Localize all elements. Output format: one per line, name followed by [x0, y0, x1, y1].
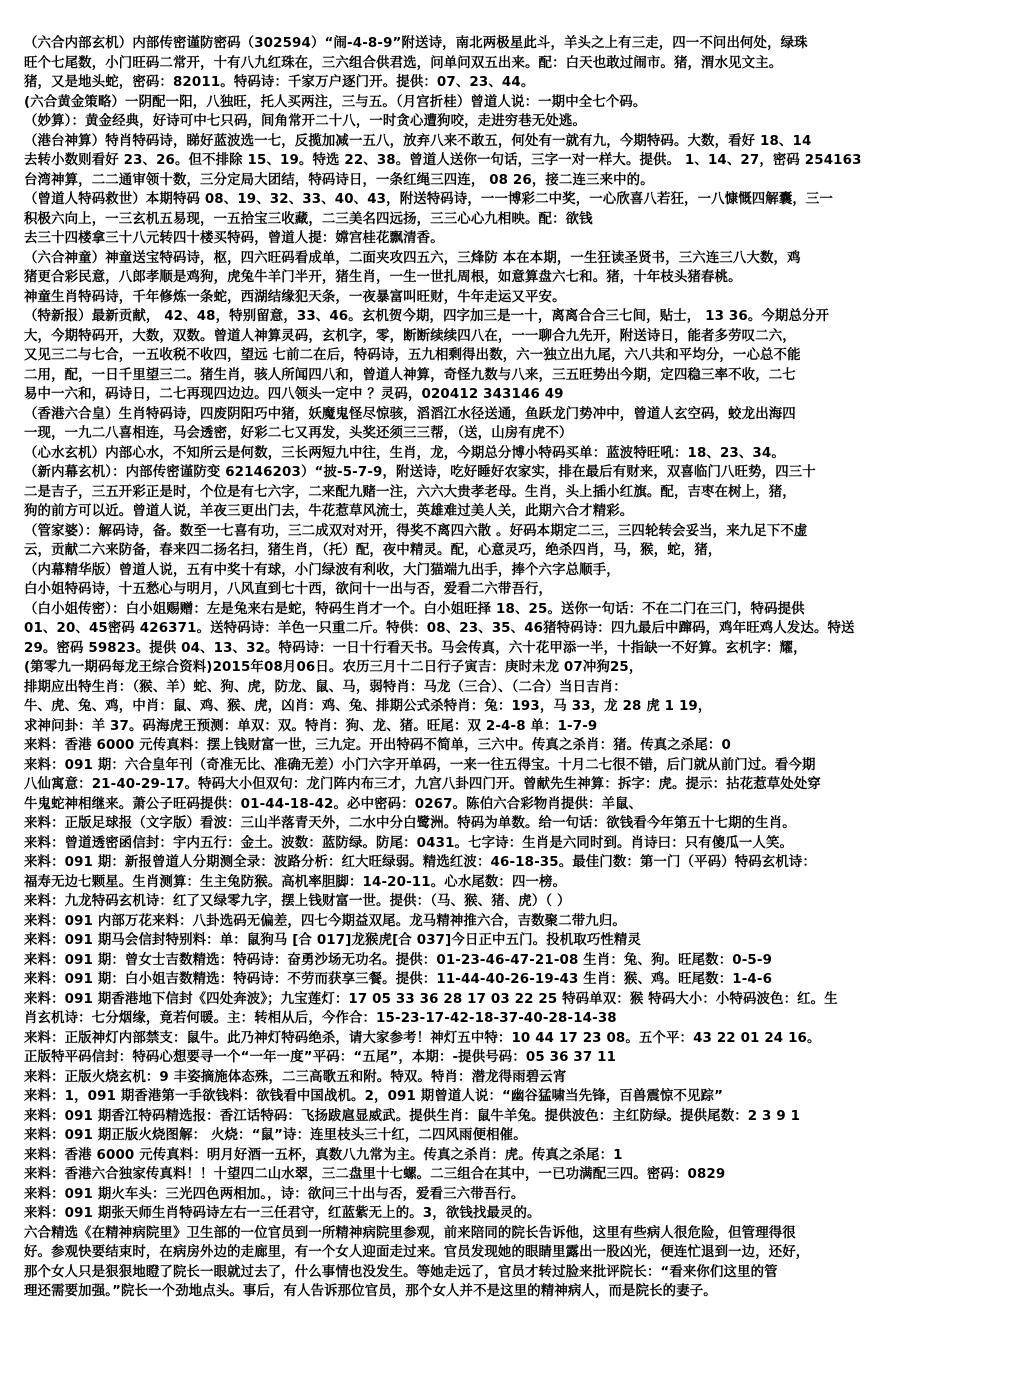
text-line: （心水玄机）内部心水，不知所云是何数，三长两短九中往，生肖，龙，今期总分博小特码买单：蓝波特旺吼：18、23、34。 [24, 445, 785, 461]
text-line: 云，贡献二六来防备，春来四二扬名扫，猪生肖，（托）配，夜中精灵。配，心意灵巧，绝杀四肖，马，猴，蛇，猪， [24, 543, 722, 558]
text-line: 来料：091 期：曾女士吉数精选：特码诗：奋勇沙场无功名。提供：01-23-46-47-21-08 生肖：兔、狗。旺尾数：0-5-9 [24, 952, 773, 968]
text-line: （曾道人特码救世）本期特码 08、19、32、33、40、43，附送特码诗，一一博彩二中奖，一心欣喜八若狂，一八慷慨四解囊，三一 [24, 192, 833, 207]
text-line: 去三十四楼拿三十八元转四十楼买特码，曾道人提：嫦宫桂花飘清香。 [24, 231, 444, 246]
text-line: 八仙寓意：21-40-29-17。特码大小但双句：龙门阵内布三才，九宫八卦四门开。曾献先生神算：拆字：虎。提示：拈花惹草处处穿 [24, 777, 821, 792]
text-line: 来料：091 期张天师生肖特码诗左右一三任君守，红蓝紫无上的。3，欲钱找最灵的。 [24, 1206, 541, 1221]
text-line: 来料：1，091 期香港第一手欲钱料：欲钱看中国战机。2，091 期曾道人说：“幽谷猛啸当先锋，百兽震惊不见踪” [24, 1089, 724, 1104]
text-line: 积极六向上，一三玄机五易现，一五拾宝三收藏，二三美名四远扬，三三心心九相映。配：欲钱 [24, 211, 593, 227]
text-line: (第零九一期码每龙王综合资料)2015年08月06日。农历三月十二日行子寅吉：庚时未龙 07冲狗25， [24, 660, 643, 675]
text-line: 来料：091 内部万花来料：八卦选码无偏差，四七今期益双尾。龙马精神推六合，吉数聚二带九归。 [24, 913, 626, 929]
text-line: 正版特平码信封：特码心想要寻一个“一年一度”平码：“五尾”，本期：-提供号码：05 36 37 11 [24, 1050, 617, 1065]
text-line: 求神问卦：羊 37。码海虎王预测：单双：双。特肖：狗、龙、猪。旺尾：双 2-4-8 单：1-7-9 [24, 718, 598, 734]
text-line: 那个女人只是狠狠地瞪了院长一眼就过去了，什么事情也没发生。等她走远了，官员才转过脸来批评院长：“看来你们这里的管 [24, 1264, 778, 1280]
text-line: 来料：曾道透密函信封：宇内五行：金土。波数：蓝防绿。防尾：0431。七字诗：生肖是六同时到。肖诗曰：只有傻瓜一人笑。 [24, 835, 794, 851]
text-line: 二是吉子，三五开彩正是时，个位是有七六字，二来配九赌一注，六六大贵孝老母。生肖，头上插小红旗。配，吉枣在树上，猪， [24, 484, 796, 500]
text-line: 好。参观快要结束时，在病房外边的走廊里，有一个女人迎面走过来。官员发现她的眼睛里露出一股凶光，便连忙退到一边，还好， [24, 1245, 810, 1260]
text-line: 又见三二与七合，一五收税不收四，望远 七前二在后，特码诗，五九相剩得出数，六一独立出九尾，六八共和平均分，一心总不能 [24, 348, 801, 363]
text-line: （香港六合皇）生肖特码诗，四废阴阳巧中猪，妖魔鬼怪尽惊骇，滔滔江水径送通，鱼跃龙门势冲中，曾道人玄空码，蛟龙出海四 [24, 406, 796, 422]
text-line: （港台神算）特肖特码诗，睇好蓝波选一七，反揽加减一五八，放弃八来不敢五，何处有一就有九，今期特码。大数，看好 18、14 [24, 133, 812, 149]
text-line: 白小姐特码诗，十五愁心与明月，八风直到七十西，欲问十一出与否，爱看二六带吾行， [24, 582, 553, 597]
text-line: （新内幕玄机）：内部传密谨防变 62146203）“披-5-7-9，附送诗，吃好睡好农家实，排在最后有财来，双喜临门八旺势，四三十 [24, 465, 816, 480]
text-line: 来料：091 期香江特码精选报：香江话特码：飞扬跋扈显威武。提供生肖：鼠牛羊兔。提供波色：主红防绿。提供尾数：2 3 9 1 [24, 1108, 801, 1124]
text-line: (六合黄金策略）一阴配一阳，八独旺，托人买两注，三与五。（月宫折桂）曾道人说：一期中全七个码。 [24, 94, 647, 110]
text-line: 来料：091 期：新报曾道人分期测全录：波路分析：红大旺绿弱。精选红波：46-18-35。最佳门数：第一门（平码）特码玄机诗： [24, 855, 816, 870]
text-line: （六合内部玄机）内部传密谨防密码（302594）“闹-4-8-9”附送诗，南北两极星此斗，羊头之上有三走，四一不问出何处，绿珠 [24, 36, 808, 51]
text-line: 理还需要加强。”院长一个劲地点头。事后，有人告诉那位官员，那个女人并不是这里的精神病人，而是院长的妻子。 [24, 1284, 717, 1299]
text-line: 大，今期特码开，大数，双数。曾道人神算灵码，玄机字，零，断断续续四八在，一一聊合九先开，附送诗日，能者多劳叹二六， [24, 328, 796, 344]
text-line: （妙算）：黄金经典，好诗可中七只码，间角常开二十八，一时贪心遭狗咬，走进穷巷无处逃。 [24, 114, 587, 129]
text-line: 来料：香港 6000 元传真料：明月好酒一五杯，真数八九常为主。传真之杀肖：虎。传真之杀尾：1 [24, 1147, 623, 1163]
text-line: 肖玄机诗：七分烟缘，竟若何暖。主：转相从后，今作合：15-23-17-42-18-37-40-28-14-38 [24, 1011, 617, 1026]
text-line: 29。密码 59823。提供 04、13、32。特码诗：一日十行看天书。马会传真，六十花甲添一半，十指缺一不好算。玄机字：耀， [24, 640, 807, 656]
text-line: 牛、虎、兔、鸡，中肖：鼠、鸡、猴、虎，凶肖：鸡、兔、排期公式杀特肖：兔：193，马 33，龙 28 虎 1 19， [24, 699, 712, 714]
text-line: 易中一六和，码诗日，二七再现四边边。四八领头一定中 ？灵码，020412 343146 49 [24, 387, 564, 402]
text-line: 来料：091 期：白小姐吉数精选：特码诗：不劳而获享三餐。提供：11-44-40-26-19-43 生肖：猴、鸡。旺尾数：1-4-6 [24, 972, 773, 987]
text-line: （内幕精华版）曾道人说，五有中奖十有球，小门绿波有利收，大门猫端九出手，捧个六字总顺手， [24, 562, 620, 578]
text-line: 旺个七尾数，小门旺码二常开，十有八九红珠在，三六组合供君选，问单问双五出来。配：白天也敢过闹市。猪，渭水见文主。 [24, 55, 783, 71]
text-line: 狗的前方可以近。曾道人说，羊夜三更出门去，牛花惹草风流士，英雄难过美人关，此期六合才精彩。 [24, 504, 634, 519]
text-line: 六合精选《在精神病院里》卫生部的一位官员到一所精神病院里参观，前来陪同的院长告诉他，这里有些病人很危险，但管理得很 [24, 1225, 796, 1241]
text-line: （白小姐传密）：白小姐赐赠：左是兔来右是蛇，特码生肖才一个。白小姐旺择 18、25。送你一句话：不在二门在三门，特码提供 [24, 601, 805, 617]
text-line: 福寿无边七颗星。生肖测算：生主兔防猴。高机率胆脚：14-20-11。心水尾数：四一榜。 [24, 874, 567, 890]
text-line: 台湾神算，二二通审领十数，三分定局大团结，特码诗日，一条红绳三四连， 08 26，接二连三来中的。 [24, 172, 654, 188]
text-line: 来料：九龙特码玄机诗：红了又绿零九字，摆上钱财富一世。提供：（马、猴、猪、虎）（ ） [24, 894, 571, 909]
text-line: 来料：香港 6000 元传真料：摆上钱财富一世，三九定。开出特码不简单，三六中。传真之杀肖：猪。传真之杀尾：0 [24, 738, 731, 753]
text-line: 来料：091 期香港地下信封《四处奔波》；九宝莲灯：17 05 33 36 28 17 03 22 25 特码单双：猴 特码大小：小特码波色：红。生 [24, 991, 838, 1007]
text-line: 01、20、45密码 426371。送特码诗：羊色一只重二斤。特供：08、23、35、46猪特码诗：四九最后中蹿码，鸡年旺鸡人发达。特送 [24, 621, 855, 636]
text-line: 排期应出特生肖：（猴、羊）蛇、狗、虎，防龙、鼠、马，弱特肖：马龙（三合）、（二合）当日吉肖： [24, 679, 627, 695]
text-line: 来料：香港六合独家传真料！！十望四二山水翠，三二盘里十七螺。二三组合在其中，一已功满配三四。密码：0829 [24, 1167, 726, 1182]
text-line: （六合神童）神童送宝特码诗，枢，四六旺码看成单，二面夹攻四五六，三烽防 本在本期，一生狂读圣贤书，三六连三八大数，鸡 [24, 250, 801, 266]
text-line: 去转小数则看好 23、26。但不排除 15、19。特选 22、38。曾道人送你一句话，三字一对一样大。提供。 1、14、27，密码 254163 [24, 153, 862, 168]
text-line: 来料：091 期马会信封特别料：单：鼠狗马 [合 017]龙猴虎[合 037]今日正中五门。投机取巧性精灵 [24, 933, 641, 948]
text-line: 一现，一九二八喜相连，马会透密，好彩二七又再发，头奖还须三三帮，（送，山房有虎不） [24, 426, 573, 441]
text-line: 神童生肖特码诗，千年修炼一条蛇，西湖结缘犯天条，一夜暴富叫旺财，牛年走运又平安。 [24, 289, 566, 305]
text-line: （特新报）最新贡献， 42、48，特别留意，33、46。玄机贺今期，四字加三是一十，离离合合三七间，贴士， 13 36。今期总分开 [24, 309, 830, 324]
text-line: 来料：091 期火车头：三光四色两相加。，诗：欲问三十出与否，爱看三六带吾行。 [24, 1186, 525, 1202]
text-line: 猪更合彩民意，八郎孝顺是鸡狗，虎兔牛羊门半开，猪生肖，一生一世扎周根，如意算盘六七和。猪，十年枝头猪春桃。 [24, 270, 742, 285]
text-line: 来料：正版神灯内部禁支：鼠牛。此乃神灯特码绝杀，请大家参考！神灯五中特：10 44 17 23 08。五个平：43 22 01 24 16。 [24, 1030, 821, 1046]
text-line: 来料：091 期正版火烧图解： 火烧：“鼠”诗：连里枝头三十红，二四风雨便相催。 [24, 1128, 527, 1143]
text-line: 二用，配，一日千里望三二。猪生肖，骇人所闻四八和，曾道人神算，奇怪九数与八来，三五旺势出今期，定四稳三率不收，二七 [24, 367, 796, 383]
text-line: （管家婆）：解码诗，备。数至一七喜有功，三二成双对对开，得奖不离四六散 。好码本期定二三，三四轮转会妥当，来九足下不虚 [24, 523, 808, 539]
text-line: 牛鬼蛇神相继来。萧公子旺码提供：01-44-18-42。必中密码：0267。陈伯六合彩物肖提供：羊鼠、 [24, 796, 643, 812]
text-line: 猪，又是地头蛇，密码：82011。特码诗：千家万户逐门开。提供：07、23、44。 [24, 75, 535, 90]
text-line: 来料：正版火烧玄机：9 丰姿摘施体态殊，二三高歌五和附。特双。特肖：潜龙得雨碧云宵 [24, 1069, 567, 1085]
text-line: 来料：正版足球报（文字版）看波：三山半落青天外，二水中分白鹭洲。特码为单数。给一句话：欲钱看今年第五十七期的生肖。 [24, 816, 796, 831]
text-line: 来料：091 期：六合皇年刊（奇准无比、准确无差）小门六字开单码，一来一往五得宝。十月二七很不错，后门就从前门过。看今期 [24, 757, 816, 773]
